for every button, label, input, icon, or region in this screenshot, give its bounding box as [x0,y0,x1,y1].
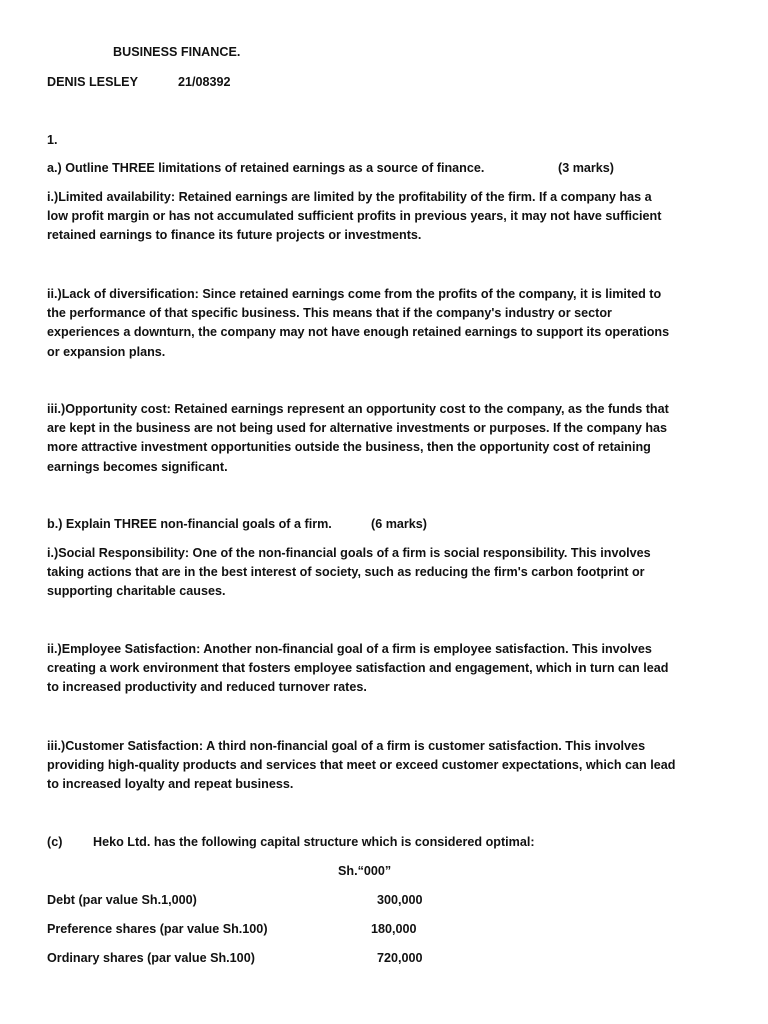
capital-row-ordinary-label: Ordinary shares (par value Sh.100) [47,951,255,965]
part-a-answer-2 [47,285,723,362]
answer-line: experiences a downturn, the company may not have enough retained earnings to support its operations [47,325,670,340]
part-c-label: (c) [47,835,63,849]
answer-line: to increased loyalty and repeat business. [47,777,294,792]
capital-row-preference-value: 180,000 [371,922,417,936]
part-a-marks: (3 marks) [558,161,615,175]
answer-line: are kept in the business are not being used for alternative investments or purposes. If the company has [47,421,668,436]
part-a-answer-3 [47,400,723,477]
answer-line: iii.)Customer Satisfaction: A third non-financial goal of a firm is customer satisfaction. This involves [47,739,646,753]
answer-line: earnings becomes significant. [47,459,228,474]
document-title: BUSINESS FINANCE. [113,45,241,59]
answer-line: to increased productivity and reduced turnover rates. [47,680,367,695]
capital-row-debt-label: Debt (par value Sh.1,000) [47,893,197,907]
answer-line: the performance of that specific business. This means that if the company's industry or sector [47,306,612,321]
answer-line: ii.)Lack of diversification: Since retained earnings come from the profits of the company, it is limited to [47,287,662,301]
answer-line: supporting charitable causes. [47,584,226,599]
part-c-intro: Heko Ltd. has the following capital structure which is considered optimal: [93,835,535,849]
answer-line: or expansion plans. [47,344,166,359]
student-id: 21/08392 [178,75,231,89]
part-a-answer-1 [47,188,723,246]
answer-line: more attractive investment opportunities outside the business, then the opportunity cost of retaining [47,440,651,455]
answer-line: iii.)Opportunity cost: Retained earnings represent an opportunity cost to the company, as the funds that [47,402,669,416]
part-b-answer-2 [47,640,723,698]
answer-line: i.)Social Responsibility: One of the non-financial goals of a firm is social responsibility. This involves [47,546,651,560]
answer-line: taking actions that are in the best interest of society, such as reducing the firm's carbon footprint or [47,565,645,580]
part-b-question: b.) Explain THREE non-financial goals of a firm. [47,517,332,531]
answer-line: ii.)Employee Satisfaction: Another non-financial goal of a firm is employee satisfaction. This involves [47,642,652,656]
capital-row-preference-label: Preference shares (par value Sh.100) [47,922,268,936]
answer-line: creating a work environment that fosters employee satisfaction and engagement, which in turn can lead [47,661,669,676]
student-name: DENIS LESLEY [47,75,138,89]
answer-line: low profit margin or has not accumulated sufficient profits in previous years, it may not have sufficient [47,209,662,224]
answer-line: providing high-quality products and services that meet or exceed customer expectations, which can lead [47,758,676,773]
part-b-answer-3 [47,737,723,795]
answer-line: i.)Limited availability: Retained earnings are limited by the profitability of the firm. If a company has a [47,190,652,204]
question-number: 1. [47,133,58,147]
part-b-answer-1 [47,544,723,602]
capital-row-ordinary-value: 720,000 [377,951,423,965]
capital-column-header: Sh.“000” [338,864,392,878]
answer-line: retained earnings to finance its future projects or investments. [47,228,422,243]
part-b-marks: (6 marks) [371,517,428,531]
part-a-question: a.) Outline THREE limitations of retained earnings as a source of finance. [47,161,485,175]
capital-row-debt-value: 300,000 [377,893,423,907]
